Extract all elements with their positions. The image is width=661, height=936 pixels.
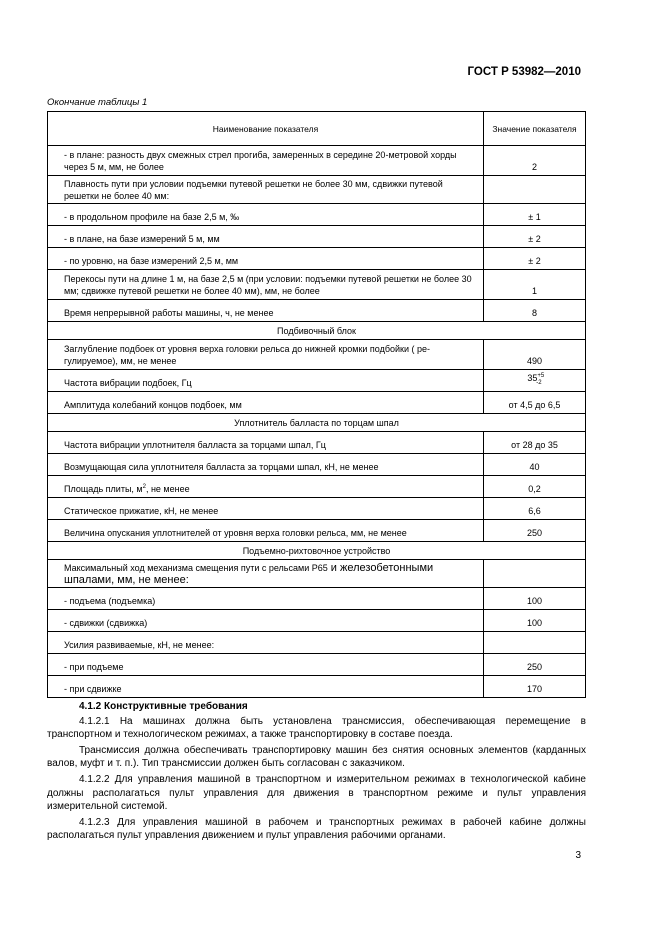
row-name-text: Площадь плиты, м (64, 484, 143, 494)
row-name: Статическое прижатие, кН, не менее (48, 498, 484, 520)
row-name: Плавность пути при условии подъемки путевой решетки не более 30 мм, сдвижки путевой решетки не более 40 мм: (48, 176, 484, 204)
paragraph: 4.1.2.3 Для управления машиной в рабочем и транспортных режимах в рабочей кабине должны располагаться пульт управления движением и пульт управления рабочими органами. (47, 816, 586, 842)
paragraph: 4.1.2.2 Для управления машиной в транспортном и измерительном режимах в технологической кабине должны располагаться пульт управления для движения в транспортном режиме и пульт управления измерительной системой. (47, 773, 586, 813)
row-value: 250 (484, 654, 586, 676)
section-row (48, 542, 586, 560)
table-row (48, 654, 586, 676)
row-value: 250 (484, 520, 586, 542)
table-row (48, 340, 586, 370)
row-value: 40 (484, 454, 586, 476)
table-header-row (48, 112, 586, 146)
section-row (48, 414, 586, 432)
row-value: 2 (484, 146, 586, 176)
row-name: - в плане, на базе измерений 5 м, мм (48, 226, 484, 248)
value-main: 35 (527, 373, 538, 384)
table-row (48, 248, 586, 270)
row-name-text: Максимальный ход механизма смещения пути с рельсами Р65 (64, 563, 328, 573)
row-value: 100 (484, 610, 586, 632)
table-row (48, 270, 586, 300)
section-body (47, 700, 586, 845)
section-heading: 4.1.2 Конструктивные требования (79, 701, 248, 712)
table-row (48, 204, 586, 226)
row-name: Время непрерывной работы машины, ч, не менее (48, 300, 484, 322)
row-name: - при подъеме (48, 654, 484, 676)
standard-header: ГОСТ Р 53982—2010 (467, 66, 581, 78)
table-row (48, 676, 586, 698)
row-name: - в плане: разность двух смежных стрел прогиба, замеренных в середине 20-метровой хорды через 5 м, мм, не более (48, 146, 484, 176)
row-name: Заглубление подбоек от уровня верха головки рельса до нижней кромки подбойки ( регулируемое), мм, не менее (48, 340, 484, 370)
row-name: - подъема (подъемка) (48, 588, 484, 610)
tolerance-minus: -2 (536, 380, 542, 386)
table-row (48, 392, 586, 414)
row-name: - при сдвижке (48, 676, 484, 698)
section-title: Подбивочный блок (48, 322, 586, 340)
row-name: Усилия развиваемые, кН, не менее: (48, 632, 484, 654)
row-value: 1 (484, 270, 586, 300)
paragraph: 4.1.2.1 На машинах должна быть установлена трансмиссия, обеспечивающая перемещение в транспортном и технологическом режимах, а также транспортировку в составе поезда. (47, 715, 586, 741)
table-row (48, 588, 586, 610)
page-number: 3 (575, 850, 581, 861)
table-row (48, 176, 586, 204)
table-row (48, 432, 586, 454)
column-header-value: Значение показателя (484, 112, 586, 146)
table-row (48, 476, 586, 498)
row-value: 8 (484, 300, 586, 322)
table-row (48, 370, 586, 392)
row-name: - по уровню, на базе измерений 2,5 м, мм (48, 248, 484, 270)
unit-exponent: 2 (142, 484, 146, 490)
row-value: от 28 до 35 (484, 432, 586, 454)
row-name: Частота вибрации уплотнителя балласта за торцами шпал, Гц (48, 432, 484, 454)
row-name: Перекосы пути на длине 1 м, на базе 2,5 м (при условии: подъемки путевой решетки не более 30 мм; сдвижке путевой решетки не более 40 мм), мм, не более (48, 270, 484, 300)
row-value: 100 (484, 588, 586, 610)
table-row (48, 520, 586, 542)
row-name: Частота вибрации подбоек, Гц (48, 370, 484, 392)
table-row (48, 560, 586, 588)
table-row (48, 610, 586, 632)
row-name-large-text: и железобетонными шпалами, мм, не менее: (64, 562, 434, 586)
row-name: - сдвижки (сдвижка) (48, 610, 484, 632)
row-name-mixed (48, 560, 484, 588)
table-row (48, 226, 586, 248)
row-value: 6,6 (484, 498, 586, 520)
table-row (48, 498, 586, 520)
row-value: 0,2 (484, 476, 586, 498)
row-value: от 4,5 до 6,5 (484, 392, 586, 414)
table-row (48, 146, 586, 176)
row-value: ± 2 (484, 226, 586, 248)
row-value (484, 632, 586, 654)
row-value: 170 (484, 676, 586, 698)
column-header-name: Наименование показателя (48, 112, 484, 146)
section-title: Уплотнитель балласта по торцам шпал (48, 414, 586, 432)
table-row (48, 300, 586, 322)
row-name: - в продольном профиле на базе 2,5 м, ‰ (48, 204, 484, 226)
row-value: ± 1 (484, 204, 586, 226)
row-name-tail: , не менее (145, 484, 190, 494)
tolerance-plus: +5 (537, 373, 545, 380)
row-value (484, 176, 586, 204)
row-value-tolerance (484, 370, 586, 392)
table-row (48, 454, 586, 476)
spec-table (47, 111, 586, 698)
row-name-area (48, 476, 484, 498)
row-name: Возмущающая сила уплотнителя балласта за торцами шпал, кН, не менее (48, 454, 484, 476)
section-title: Подъемно-рихтовочное устройство (48, 542, 586, 560)
row-value (484, 560, 586, 588)
section-row (48, 322, 586, 340)
row-name: Амплитуда колебаний концов подбоек, мм (48, 392, 484, 414)
paragraph: Трансмиссия должна обеспечивать транспортировку машин без снятия основных элементов (карданных валов, муфт и т. п.). Тип трансмиссии должен быть согласован с заказчиком. (47, 744, 586, 770)
table-caption: Окончание таблицы 1 (47, 97, 148, 108)
row-value: 490 (484, 340, 586, 370)
row-name: Величина опускания уплотнителей от уровня верха головки рельса, мм, не менее (48, 520, 484, 542)
row-value: ± 2 (484, 248, 586, 270)
table-row (48, 632, 586, 654)
